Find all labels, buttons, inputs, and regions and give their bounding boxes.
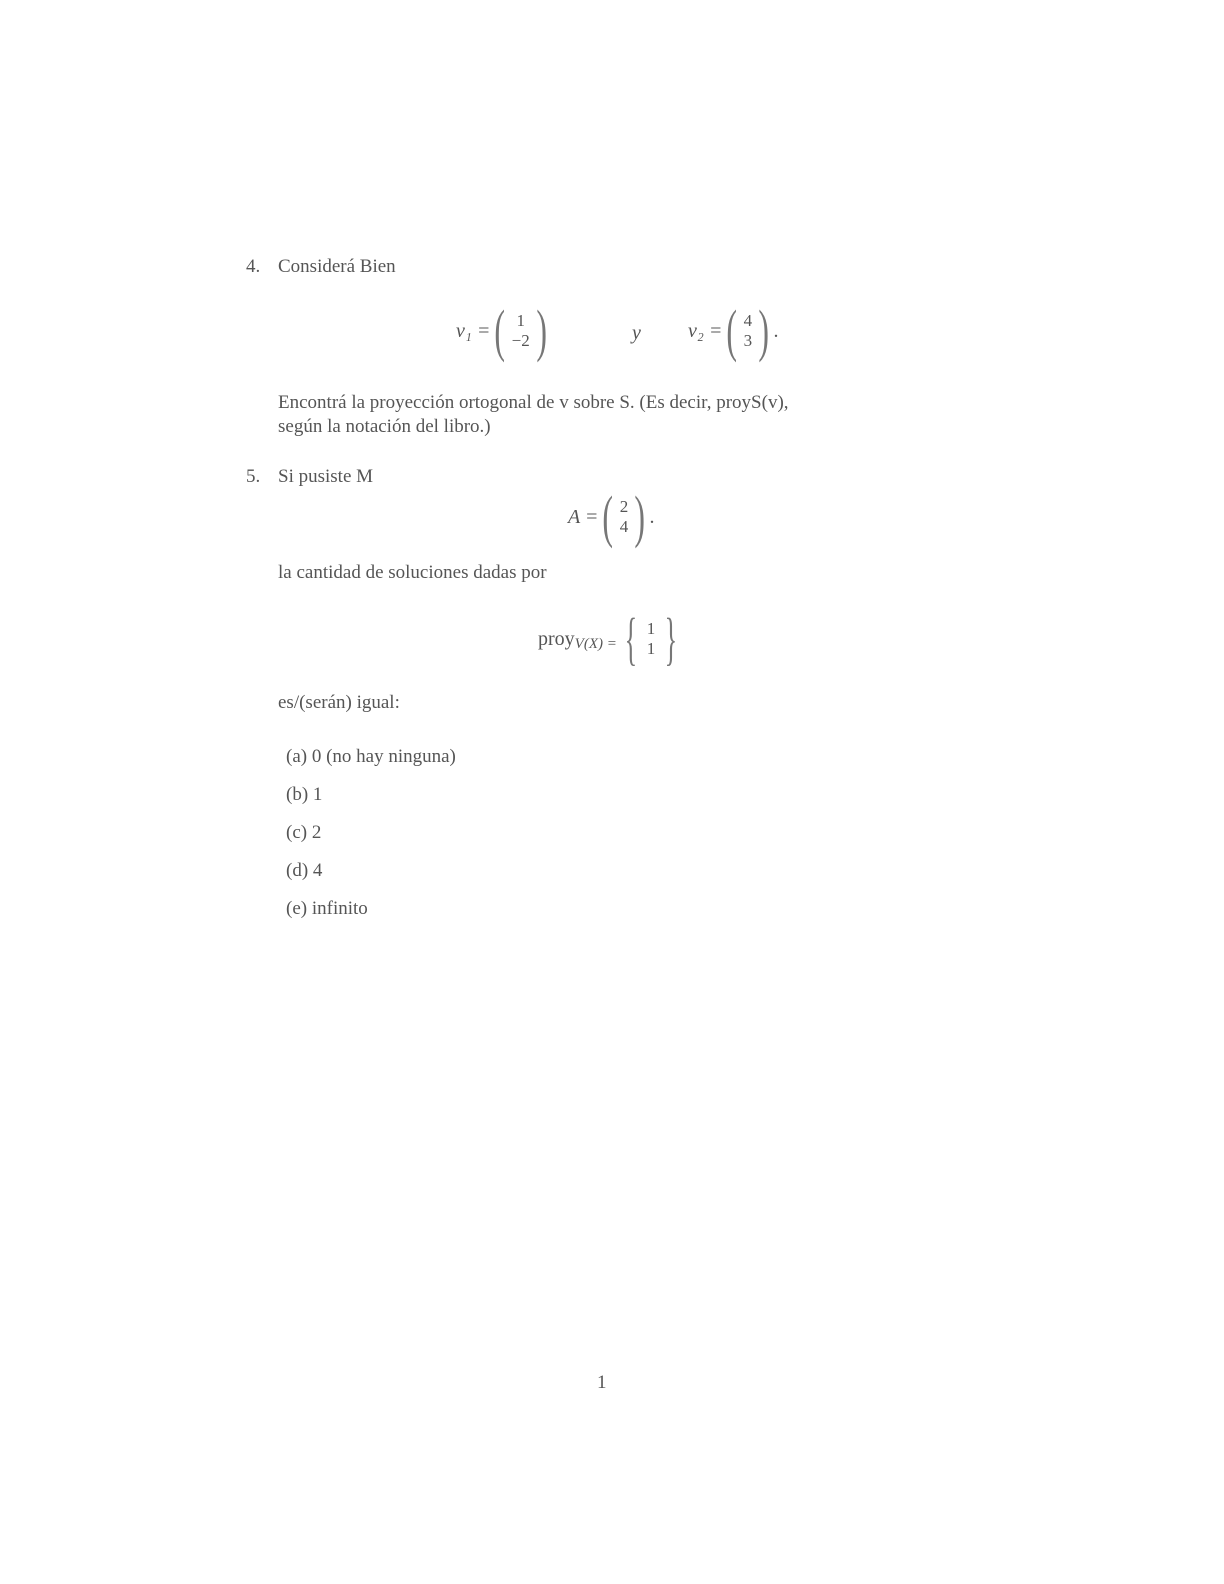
question-4-intro: Considerá Bien — [278, 256, 396, 277]
matrix-a-label: A = — [568, 505, 599, 528]
conjunction-y: y — [632, 322, 641, 344]
vector-v1-equation — [456, 300, 551, 362]
question-5-number: 5. — [246, 466, 261, 487]
matrix-a-equation — [568, 486, 655, 548]
option-a: (a) 0 (no hay ninguna) — [286, 746, 456, 767]
vector-v2-top: 4 — [743, 311, 753, 330]
option-d: (d) 4 — [286, 860, 323, 881]
question-5-line-2: es/(serán) igual: — [278, 692, 400, 713]
vector-v1-top: 1 — [516, 311, 525, 330]
question-4-line-1-suffix: S(v), — [751, 392, 789, 413]
matrix-a: ( 2 4 ) — [602, 484, 646, 549]
vector-v2-equation — [688, 300, 778, 362]
vector-v2-bottom: 3 — [743, 331, 753, 350]
matrix-a-bottom: 4 — [619, 517, 629, 536]
vector-v2-label: v₂ = — [688, 319, 723, 342]
option-e: (e) infinito — [286, 898, 368, 919]
projection-label: proy — [538, 627, 575, 650]
projection-set-top: 1 — [646, 619, 656, 638]
option-c: (c) 2 — [286, 822, 322, 843]
projection-subscript: V(X) = — [574, 635, 617, 652]
page-number: 1 — [597, 1372, 607, 1393]
vector-v1-matrix: ( 1 −2 ) — [494, 298, 547, 363]
question-4-number: 4. — [246, 256, 261, 277]
projection-set-close: } — [664, 606, 678, 671]
question-4-line-1 — [278, 392, 789, 414]
question-4-line-1-text: Encontrá la proyección ortogonal de v sobre S. (Es decir, proy — [278, 392, 752, 413]
projection-set-bottom: 1 — [646, 639, 656, 658]
projection-set-equation — [538, 608, 685, 670]
question-5-line-1: la cantidad de soluciones dadas por — [278, 562, 547, 583]
vector-v1-label: v₁ = — [456, 319, 491, 342]
vector-v1-bottom: −2 — [511, 331, 530, 350]
vector-v2-trail: . — [773, 319, 779, 342]
matrix-a-trail: . — [649, 505, 655, 528]
vector-v2-matrix: ( 4 3 ) — [726, 298, 770, 363]
projection-set: { 1 1 } — [624, 606, 678, 671]
question-5-intro: Si pusiste M — [278, 466, 374, 487]
question-4-line-2: según la notación del libro.) — [278, 416, 491, 437]
option-b: (b) 1 — [286, 784, 323, 805]
matrix-a-top: 2 — [619, 497, 629, 516]
